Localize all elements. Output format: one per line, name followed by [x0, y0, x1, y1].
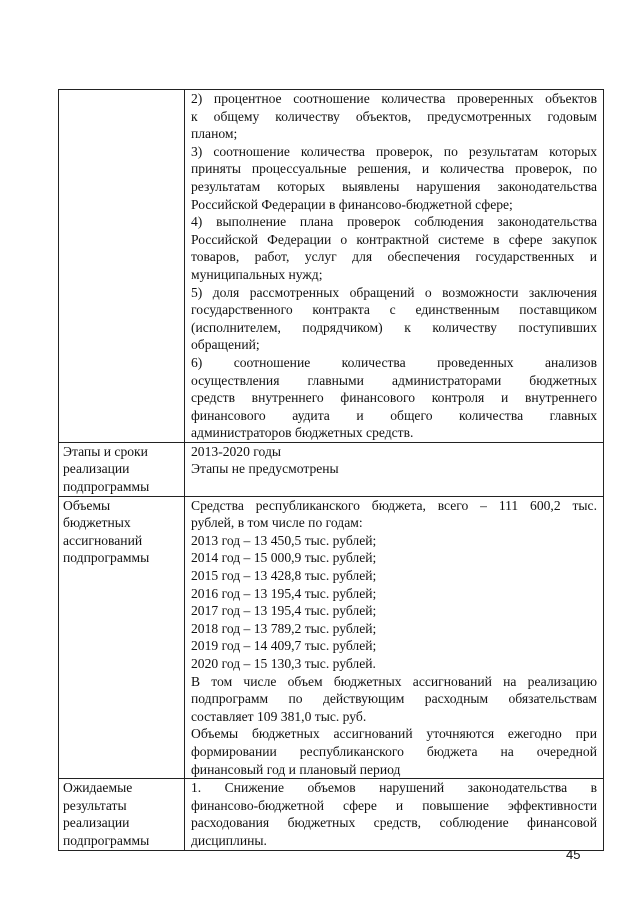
content-line: финансового аудита и общего количества главных [191, 407, 597, 423]
content-line: расходования бюджетных средств, соблюдение финансовой [191, 815, 597, 831]
content-line: Российской Федерации в финансово-бюджетной сфере; [191, 196, 513, 212]
content-line: (исполнителем, подрядчиком) к количеству поступивших [191, 319, 597, 335]
content-line: к общему количеству объектов, предусмотренных годовым [191, 108, 597, 124]
content-line: 2019 год – 14 409,7 тыс. рублей; [191, 638, 377, 654]
content-line: товаров, работ, услуг для обеспечения государственных и [191, 249, 597, 265]
content-line: В том числе объем бюджетных ассигнований на реализацию [191, 673, 597, 689]
content-line: 5) доля рассмотренных обращений о возможности заключения [191, 284, 597, 300]
content-line: планом; [191, 126, 238, 142]
content-line: Средства республиканского бюджета, всего – 111 600,2 тыс. [191, 497, 597, 513]
row-content [185, 442, 604, 496]
content-line: государственного контракта с единственным поставщиком [191, 302, 597, 318]
content-line: составляет 109 381,0 тыс. руб. [191, 708, 367, 724]
content-line: средств внутреннего финансового контроля и внутреннего [191, 390, 597, 406]
row-content [185, 90, 604, 443]
content-line: 4) выполнение плана проверок соблюдения законодательства [191, 214, 597, 230]
row-content [185, 779, 604, 850]
content-line: 2) процентное соотношение количества проверенных объектов [191, 91, 597, 106]
content-line: 2015 год – 13 428,8 тыс. рублей; [191, 568, 377, 584]
row-label: Объемы бюджетных ассигнований подпрограммы [59, 496, 185, 779]
table-row [59, 779, 604, 850]
table-row [59, 496, 604, 779]
content-line: 6) соотношение количества проведенных анализов [191, 354, 597, 370]
content-line: 2016 год – 13 195,4 тыс. рублей; [191, 585, 377, 601]
table-row [59, 442, 604, 496]
content-line: рублей, в том числе по годам: [191, 515, 363, 531]
content-line: осуществления главными администраторами бюджетных [191, 372, 597, 388]
content-line: 2018 год – 13 789,2 тыс. рублей; [191, 620, 377, 636]
row-label: Этапы и сроки реализации подпрограммы [59, 442, 185, 496]
content-line: Этапы не предусмотрены [191, 461, 339, 477]
content-line: формировании республиканского бюджета на очередной [191, 743, 597, 759]
row-label [59, 90, 185, 443]
table-body [59, 90, 604, 851]
content-line: 2013 год – 13 450,5 тыс. рублей; [191, 532, 377, 548]
content-line: 2017 год – 13 195,4 тыс. рублей; [191, 603, 377, 619]
content-line: Российской Федерации о контрактной системе в сфере закупок [191, 231, 597, 247]
table-row [59, 90, 604, 443]
content-line: 2013-2020 годы [191, 443, 281, 459]
content-line: подпрограмм по действующим расходным обязательствам [191, 691, 597, 707]
row-label: Ожидаемые результаты реализации подпрограммы [59, 779, 185, 850]
content-line: администраторов бюджетных средств. [191, 425, 414, 441]
content-line: муниципальных нужд; [191, 266, 323, 282]
content-line: 2014 год – 15 000,9 тыс. рублей; [191, 550, 377, 566]
content-line: 2020 год – 15 130,3 тыс. рублей. [191, 656, 376, 671]
content-line: результатам которых выявлены нарушения законодательства [191, 178, 597, 194]
content-line: финансовый год и плановый период [191, 761, 401, 777]
content-line: приняты процессуальные решения, и количества проверок, по [191, 161, 597, 177]
content-line: Объемы бюджетных ассигнований уточняются ежегодно при [191, 726, 597, 742]
passport-table [58, 89, 604, 851]
page-number: 45 [566, 847, 581, 862]
content-line: 1. Снижение объемов нарушений законодательства в [191, 780, 597, 796]
content-line: обращений; [191, 337, 260, 353]
content-line: 3) соотношение количества проверок, по результатам которых [191, 143, 597, 159]
content-line: финансово-бюджетной сфере и повышение эффективности [191, 797, 597, 813]
row-content [185, 496, 604, 779]
content-line: дисциплины. [191, 832, 267, 848]
